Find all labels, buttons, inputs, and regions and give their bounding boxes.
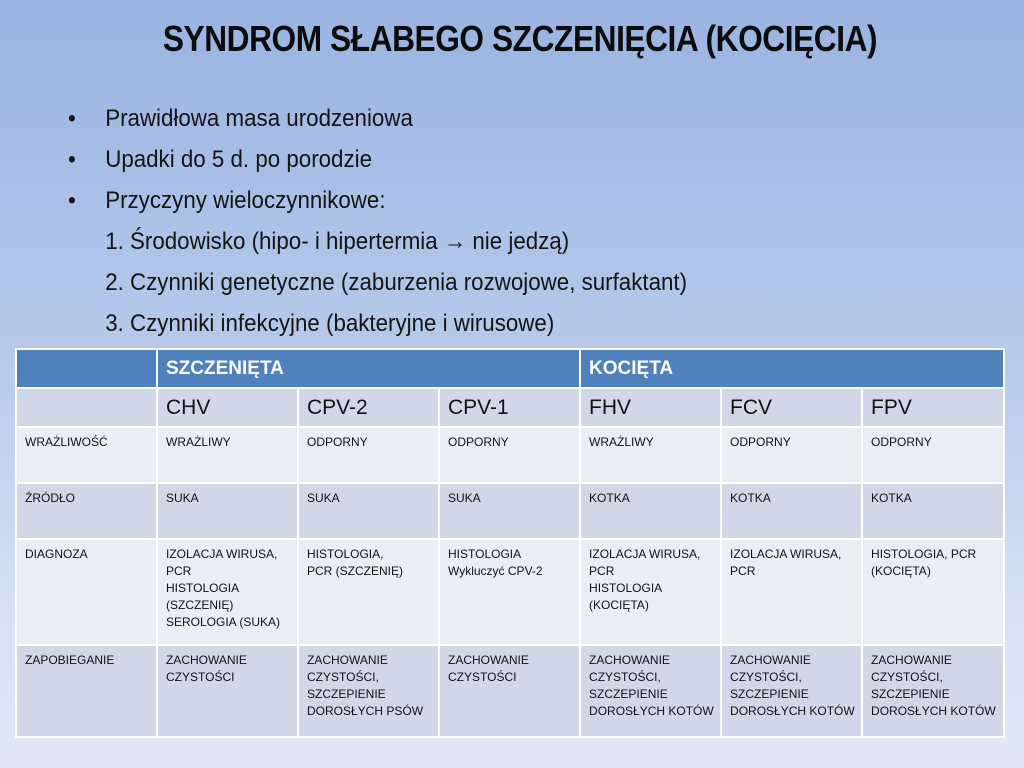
cell-line: SEROLOGIA (SUKA) xyxy=(166,615,281,629)
cell-line: ZACHOWANIE xyxy=(307,653,388,667)
cell-line: IZOLACJA WIRUSA, xyxy=(589,547,701,561)
table-cell xyxy=(580,427,721,483)
table-cell xyxy=(439,539,580,645)
cell-line: HISTOLOGIA xyxy=(589,581,663,595)
cell-line: SZCZEPIENIE xyxy=(307,687,386,701)
bullet-text: Przyczyny wieloczynnikowe: xyxy=(105,187,386,214)
bullet-marker: • xyxy=(68,187,76,214)
table-row xyxy=(16,645,1004,737)
numbered-item xyxy=(68,221,687,262)
virus-comparison-table xyxy=(15,348,1005,738)
cell-line: CZYSTOŚCI xyxy=(448,670,517,684)
cell-line: (KOCIĘTA) xyxy=(871,564,931,578)
numbered-text: 2. Czynniki genetyczne (zaburzenia rozwojowe, surfaktant) xyxy=(105,269,688,296)
cell-line: CZYSTOŚCI, xyxy=(871,670,943,684)
cell-line: DOROSŁYCH KOTÓW xyxy=(871,704,996,718)
cell-line: Wykluczyć CPV-2 xyxy=(448,564,543,578)
column-header-cpv-1: CPV-1 xyxy=(439,388,580,427)
row-label: DIAGNOZA xyxy=(16,539,157,645)
table-cell xyxy=(298,645,439,737)
table-cell xyxy=(298,483,439,539)
column-header-row xyxy=(16,388,1004,427)
table-cell xyxy=(862,427,1004,483)
cell-line: ZACHOWANIE xyxy=(730,653,811,667)
cell-line: PCR (SZCZENIĘ) xyxy=(307,564,403,578)
cell-line: ODPORNY xyxy=(871,435,932,449)
cell-line: PCR xyxy=(166,564,192,578)
table-cell xyxy=(580,645,721,737)
bullet-marker: • xyxy=(68,146,76,173)
cell-line: ZACHOWANIE xyxy=(871,653,952,667)
cell-line: (KOCIĘTA) xyxy=(589,598,649,612)
cell-line: CZYSTOŚCI, xyxy=(730,670,802,684)
cell-line: WRAŻLIWY xyxy=(166,435,231,449)
table-cell xyxy=(721,427,862,483)
cell-line: SZCZEPIENIE xyxy=(589,687,668,701)
bullet-item xyxy=(68,139,687,180)
cell-line: HISTOLOGIA, PCR xyxy=(871,547,977,561)
column-header-empty xyxy=(16,388,157,427)
table-cell xyxy=(721,539,862,645)
table-cell xyxy=(721,483,862,539)
group-header-row xyxy=(16,349,1004,388)
table-cell xyxy=(580,539,721,645)
cell-line: IZOLACJA WIRUSA, xyxy=(166,547,278,561)
cell-line: PCR xyxy=(589,564,615,578)
table-cell xyxy=(862,645,1004,737)
row-label: ŹRÓDŁO xyxy=(16,483,157,539)
column-header-fcv: FCV xyxy=(721,388,862,427)
numbered-text: 1. Środowisko (hipo- i hipertermia → nie jedzą) xyxy=(105,228,570,255)
cell-line: DOROSŁYCH KOTÓW xyxy=(730,704,855,718)
cell-line: ODPORNY xyxy=(730,435,791,449)
cell-line: SUKA xyxy=(307,491,340,505)
bullet-text: Upadki do 5 d. po porodzie xyxy=(105,146,372,173)
column-header-chv: CHV xyxy=(157,388,298,427)
cell-line: ODPORNY xyxy=(448,435,509,449)
cell-line: HISTOLOGIA, xyxy=(307,547,384,561)
cell-line: SUKA xyxy=(166,491,199,505)
cell-line: DOROSŁYCH KOTÓW xyxy=(589,704,714,718)
numbered-text: 3. Czynniki infekcyjne (bakteryjne i wirusowe) xyxy=(105,310,555,337)
cell-line: CZYSTOŚCI xyxy=(166,670,235,684)
table-cell xyxy=(298,427,439,483)
table-row xyxy=(16,427,1004,483)
cell-line: HISTOLOGIA xyxy=(166,581,240,595)
table-cell xyxy=(298,539,439,645)
cell-line: CZYSTOŚCI, xyxy=(307,670,379,684)
bullet-marker: • xyxy=(68,105,76,132)
group-header-kittens: KOCIĘTA xyxy=(580,349,1004,388)
cell-line: CZYSTOŚCI, xyxy=(589,670,661,684)
cell-line: IZOLACJA WIRUSA, xyxy=(730,547,842,561)
table-row xyxy=(16,539,1004,645)
cell-line: ZACHOWANIE xyxy=(448,653,529,667)
numbered-item xyxy=(68,303,687,344)
cell-line: KOTKA xyxy=(730,491,771,505)
table-cell xyxy=(439,645,580,737)
table-cell xyxy=(580,483,721,539)
table-cell xyxy=(721,645,862,737)
row-label: ZAPOBIEGANIE xyxy=(16,645,157,737)
group-header-puppies: SZCZENIĘTA xyxy=(157,349,580,388)
cell-line: ODPORNY xyxy=(307,435,368,449)
bullet-text: Prawidłowa masa urodzeniowa xyxy=(105,105,413,132)
slide-title: SYNDROM SŁABEGO SZCZENIĘCIA (KOCIĘCIA) xyxy=(162,18,878,59)
table-cell xyxy=(157,539,298,645)
table-cell xyxy=(862,539,1004,645)
cell-line: WRAŻLIWY xyxy=(589,435,654,449)
cell-line: ZACHOWANIE xyxy=(589,653,670,667)
cell-line: ZACHOWANIE xyxy=(166,653,247,667)
cell-line: SZCZEPIENIE xyxy=(871,687,950,701)
column-header-fhv: FHV xyxy=(580,388,721,427)
cell-line: DOROSŁYCH PSÓW xyxy=(307,704,424,718)
cell-line: KOTKA xyxy=(589,491,630,505)
cell-line: (SZCZENIĘ) xyxy=(166,598,234,612)
cell-line: SUKA xyxy=(448,491,481,505)
numbered-item xyxy=(68,262,687,303)
bullet-item xyxy=(68,180,687,221)
cell-line: SZCZEPIENIE xyxy=(730,687,809,701)
cell-line: HISTOLOGIA xyxy=(448,547,522,561)
cell-line: PCR xyxy=(730,564,756,578)
bullet-list xyxy=(68,98,734,344)
table-cell xyxy=(862,483,1004,539)
table-cell xyxy=(157,427,298,483)
column-header-cpv-2: CPV-2 xyxy=(298,388,439,427)
table-cell xyxy=(157,483,298,539)
cell-line: KOTKA xyxy=(871,491,912,505)
column-header-fpv: FPV xyxy=(862,388,1004,427)
row-label: WRAŻLIWOŚĆ xyxy=(16,427,157,483)
table-cell xyxy=(439,427,580,483)
table-cell xyxy=(157,645,298,737)
table-row xyxy=(16,483,1004,539)
bullet-item xyxy=(68,98,687,139)
corner-cell xyxy=(16,349,157,388)
table-cell xyxy=(439,483,580,539)
